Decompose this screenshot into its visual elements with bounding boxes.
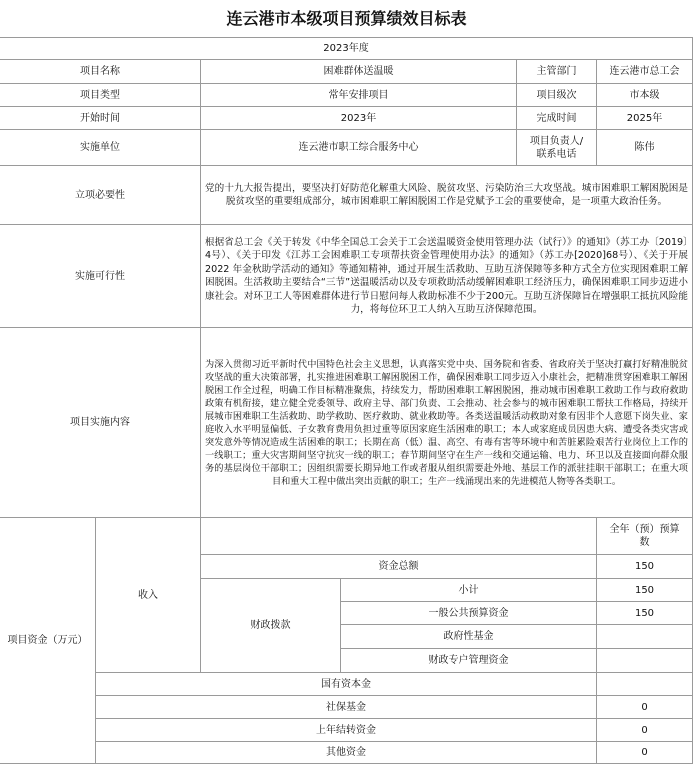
year-label: 2023年度 <box>0 38 693 60</box>
other-value: 0 <box>597 742 693 764</box>
project-name-value: 困难群体送温暖 <box>201 60 517 84</box>
total-value: 150 <box>597 555 693 579</box>
project-type-value: 常年安排项目 <box>201 84 517 107</box>
general-value: 150 <box>597 602 693 625</box>
necessity-label: 立项必要性 <box>0 166 201 225</box>
content-label: 项目实施内容 <box>0 328 201 518</box>
page-title: 连云港市本级项目预算绩效目标表 <box>0 0 693 38</box>
social-value: 0 <box>597 696 693 719</box>
unit-label: 实施单位 <box>0 130 201 166</box>
state-value <box>597 673 693 696</box>
general-label: 一般公共预算资金 <box>341 602 597 625</box>
finance-label: 财政拨款 <box>201 579 341 673</box>
content-text: 为深入贯彻习近平新时代中国特色社会主义思想，认真落实党中央、国务院和省委、省政府关于坚决打赢打好精准脱贫攻坚战的重大决策部署，扎实推进困难职工解困脱困工作，确保困难职工同步迈入小康社会，把精准贯穿困难职工解困脱困工作全过程，明确工作目标精准聚焦，持续发力，帮助困难职工解困脱困，推动城市困难职工救助工作与政府救助政策有机衔接，建立健全党委领导、政府主导、部门负责、工会推动、社会参与的城市困难职工帮扶工作格局，持续开展城市困难职工生活救助、助学救助、医疗救助、就业救助等。各类送温暖活动救助对象有因非个人意愿下岗失业、家庭收入水平明显偏低、子女教育费用负担过重等原因家庭生活困难的职工；本人或家庭成员因患大病、遭受各类灾害或突发意外等情况造成生活困难的职工；长期在高（低）温、高空、有毒有害等环境中和苦脏累险艰苦行业岗位上工作的一线职工；重大灾害期间坚守抗灾一线的职工；春节期间坚守在生产一线和交通运输、电力、环卫以及直接面向群众服务的基层岗位干部职工；因组织需要长期异地工作或者服从组织需要赴外地、基层工作的派驻挂职干部职工；在重大项目和重大工程中做出突出贡献的职工；生产一线涌现出来的先进模范人物等各类职工。 <box>201 328 693 518</box>
state-label: 国有资本金 <box>96 673 597 696</box>
other-label: 其他资金 <box>96 742 597 764</box>
special-value <box>597 649 693 673</box>
dept-value: 连云港市总工会 <box>597 60 693 84</box>
end-label: 完成时间 <box>517 107 597 130</box>
funds-label: 项目资金（万元） <box>0 518 96 764</box>
gov-fund-value <box>597 625 693 649</box>
project-type-label: 项目类型 <box>0 84 201 107</box>
subtotal-value: 150 <box>597 579 693 602</box>
end-value: 2025年 <box>597 107 693 130</box>
unit-value: 连云港市职工综合服务中心 <box>201 130 517 166</box>
budget-header: 全年（预）预算数 <box>597 518 693 555</box>
owner-value: 陈伟 <box>597 130 693 166</box>
level-value: 市本级 <box>597 84 693 107</box>
social-label: 社保基金 <box>96 696 597 719</box>
feasibility-label: 实施可行性 <box>0 225 201 328</box>
gov-fund-label: 政府性基金 <box>341 625 597 649</box>
total-label: 资金总额 <box>201 555 597 579</box>
dept-label: 主管部门 <box>517 60 597 84</box>
income-label: 收入 <box>96 518 201 673</box>
level-label: 项目级次 <box>517 84 597 107</box>
start-value: 2023年 <box>201 107 517 130</box>
carry-label: 上年结转资金 <box>96 719 597 742</box>
subtotal-label: 小计 <box>341 579 597 602</box>
carry-value: 0 <box>597 719 693 742</box>
start-label: 开始时间 <box>0 107 201 130</box>
feasibility-text: 根据省总工会《关于转发《中华全国总工会关于工会送温暖资金使用管理办法（试行）》的通知》（苏工办〔2019〕4号）、《关于印发《江苏工会困难职工专项帮扶资金管理使用办法》的通知》（苏工办[2020]68号）、《关于开展 2022 年金秋助学活动的通知》等通知精神，通过开展生活救助、互助互济保障等多种方式全方位实现困难职工解困脱困。生活救助主要结合“三节”送温暖活动以及专项救助活动缓解困难职工经济压力，确保困难职工同步迈进小康社会。对环卫工人等困难群体进行节日慰问每人救助标准不少于200元。互助互济保障旨在增强职工抵抗风险能力，将每位环卫工人纳入互助互济保障范围。 <box>201 225 693 328</box>
special-label: 财政专户管理资金 <box>341 649 597 673</box>
necessity-text: 党的十九大报告提出，要坚决打好防范化解重大风险、脱贫攻坚、污染防治三大攻坚战。城市困难职工解困脱困是脱贫攻坚的重要组成部分，城市困难职工解困脱困工作是党赋予工会的重要使命，是一项重大政治任务。 <box>201 166 693 225</box>
project-name-label: 项目名称 <box>0 60 201 84</box>
owner-label: 项目负责人/联系电话 <box>517 130 597 166</box>
funds-header-blank <box>201 518 597 555</box>
